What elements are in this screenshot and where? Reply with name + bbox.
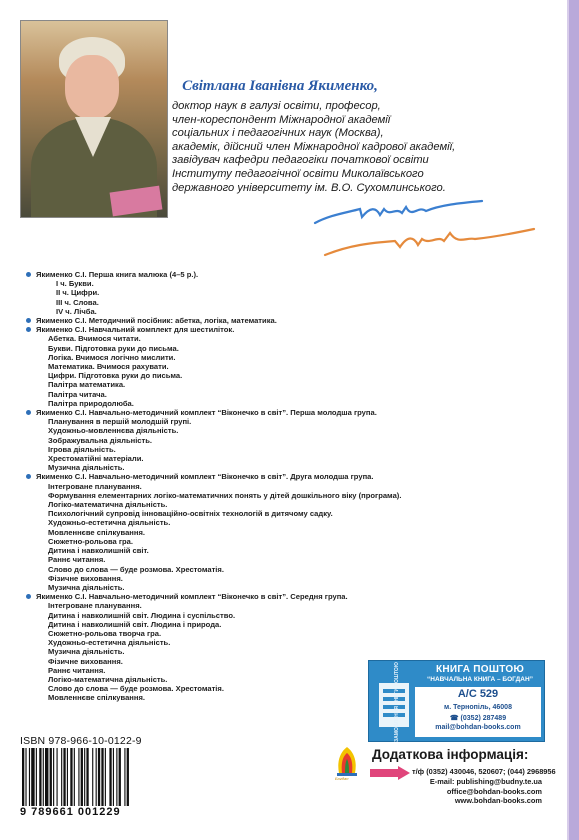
- author-name: Світлана Іванівна Якименко,: [182, 78, 378, 94]
- contact-phone: т/ф (0352) 430046, 520607; (044) 2968956: [412, 767, 556, 776]
- city: м. Тернопіль, 46008: [444, 704, 512, 711]
- bullet-icon: [26, 594, 31, 599]
- catalog-item: Мовленнєве спілкування.: [48, 527, 146, 537]
- bullet-icon: [26, 474, 31, 479]
- catalog-heading-text: Якименко С.І. Навчальний комплект для шестиліток.: [36, 325, 235, 335]
- catalog-group: [26, 408, 546, 472]
- barcode-bar: [101, 748, 103, 806]
- barcode-bar: [63, 748, 65, 806]
- barcode-bar: [116, 748, 117, 806]
- catalog-heading: [26, 325, 546, 334]
- bio-line: державного університету ім. В.О. Сухомлинського.: [172, 181, 446, 194]
- mail-order-vertical-label: ЗАМОВЛЕННЯ КНИГИ ПОШТОЮ: [393, 662, 400, 742]
- catalog-item: Математика. Вчимося рахувати.: [48, 362, 169, 372]
- catalog-item: Слово до слова — буде розмова. Хрестоматія.: [48, 684, 224, 694]
- catalog-item: Букви. Підготовка руки до письма.: [48, 343, 179, 353]
- barcode-bar: [61, 748, 62, 806]
- barcode-bar: [105, 748, 106, 806]
- catalog-item: Художньо-естетична діяльність.: [48, 638, 171, 648]
- catalog-heading-text: Якименко С.І. Перша книга малюка (4–5 р.).: [36, 270, 199, 279]
- catalog-item: Художньо-естетична діяльність.: [48, 518, 171, 528]
- catalog-item: Психологічний супровід інноваційно-освітніх технологій в дитячому садку.: [48, 509, 333, 519]
- catalog-item: Абетка. Вчимося читати.: [48, 334, 141, 344]
- catalog-item: Палітра читача.: [48, 389, 107, 399]
- barcode-bar: [43, 748, 44, 806]
- catalog-item: IV ч. Лічба.: [56, 306, 97, 316]
- barcode-bar: [57, 748, 58, 806]
- catalog-item: Інтегроване планування.: [48, 601, 142, 611]
- barcode-bar: [29, 748, 30, 806]
- catalog-item: ІІІ ч. Слова.: [56, 297, 99, 307]
- mail-order-address: [415, 687, 541, 737]
- catalog-item: Планування в першій молодшій групі.: [48, 417, 192, 427]
- bio-line: завідувач кафедри педагогіки початкової освіти: [172, 154, 429, 167]
- catalog-item: Хрестоматійні матеріали.: [48, 454, 144, 464]
- catalog-heading-text: Якименко С.І. Навчально-методичний комплект “Віконечко в світ”. Друга молодша група.: [36, 472, 374, 482]
- catalog-item: Палітра природолюба.: [48, 398, 134, 408]
- bullet-icon: [26, 327, 31, 332]
- catalog-item: Сюжетно-рольова творча гра.: [48, 628, 162, 638]
- barcode-bar: [36, 748, 37, 806]
- catalog-item: Слово до слова — буде розмова. Хрестоматія.: [48, 564, 224, 574]
- catalog-item: Ігрова діяльність.: [48, 444, 116, 454]
- catalog-group: [26, 472, 546, 592]
- barcode-bar: [78, 748, 79, 806]
- arrow-icon: [370, 766, 410, 780]
- author-signature: [310, 195, 540, 265]
- catalog-heading: [26, 408, 546, 417]
- catalog-item: Палітра математика.: [48, 380, 126, 390]
- bio-line: соціальних і педагогічних наук (Москва),: [172, 127, 384, 140]
- barcode-bar: [92, 748, 93, 806]
- phone: ☎ (0352) 287489: [449, 715, 507, 722]
- barcode-bar: [113, 748, 114, 806]
- side-band: [569, 0, 579, 840]
- barcode-bar: [22, 748, 24, 806]
- catalog-item: Формування елементарних логіко-математичних понять у дітей дошкільного віку (програма).: [48, 490, 402, 500]
- catalog-heading: [26, 316, 546, 325]
- catalog-item: Фізичне виховання.: [48, 573, 123, 583]
- catalog-item: Сюжетно-рольова гра.: [48, 536, 134, 546]
- catalog-item: Логіко-математична діяльність.: [48, 674, 168, 684]
- catalog-item: Раннє читання.: [48, 555, 106, 565]
- bullet-icon: [26, 410, 31, 415]
- barcode-bar: [50, 748, 52, 806]
- catalog-item: Логіка. Вчимося логічно мислити.: [48, 352, 176, 362]
- bio-line: Інституту педагогічної освіти Миколаївського: [172, 167, 424, 180]
- catalog-item: Інтегроване планування.: [48, 481, 142, 491]
- contact-email[interactable]: E-mail: publishing@budny.te.ua: [429, 776, 542, 786]
- contact-list: [412, 767, 556, 806]
- barcode-number: 9 789661 001229: [20, 806, 121, 818]
- author-bio: [172, 100, 532, 195]
- bio-line: доктор наук в галузі освіти, професор,: [172, 100, 381, 112]
- email-link[interactable]: mail@bohdan-books.com: [435, 724, 521, 731]
- book-catalog: [26, 270, 546, 703]
- catalog-item: Раннє читання.: [48, 665, 106, 675]
- catalog-item: Фізичне виховання.: [48, 656, 123, 666]
- catalog-heading-text: Якименко С.І. Методичний посібник: абетка, логіка, математика.: [36, 316, 277, 326]
- barcode-bar: [119, 748, 121, 806]
- catalog-heading: [26, 592, 546, 601]
- bullet-icon: [26, 318, 31, 323]
- mail-order-box: [368, 660, 545, 742]
- barcode-bar: [45, 748, 48, 806]
- publisher-name: Богдан: [335, 776, 349, 781]
- contact-website[interactable]: www.bohdan-books.com: [454, 796, 542, 806]
- catalog-item: І ч. Букви.: [56, 279, 94, 289]
- barcode-bar: [31, 748, 34, 806]
- catalog-item: Мовленнєве спілкування.: [48, 693, 146, 703]
- catalog-group: [26, 270, 546, 316]
- publisher-logo: [333, 745, 361, 777]
- isbn: ISBN 978-966-10-0122-9: [20, 735, 142, 747]
- catalog-item: Цифри. Підготовка руки до письма.: [48, 371, 183, 381]
- catalog-item: Музична діяльність.: [48, 463, 125, 473]
- barcode-bar: [74, 748, 75, 806]
- catalog-heading-text: Якименко С.І. Навчально-методичний комплект “Віконечко в світ”. Середня група.: [36, 592, 348, 602]
- contact-email-office[interactable]: office@bohdan-books.com: [446, 786, 542, 796]
- barcode-bar: [98, 748, 100, 806]
- barcode-bar: [81, 748, 83, 806]
- barcode-bar: [70, 748, 72, 806]
- catalog-group: [26, 325, 546, 408]
- catalog-item: Дитина і навколишній світ.: [48, 546, 149, 556]
- barcode-bar: [39, 748, 41, 806]
- barcode-bar: [25, 748, 26, 806]
- author-photo: [20, 20, 168, 218]
- catalog-group: [26, 316, 546, 325]
- catalog-heading-text: Якименко С.І. Навчально-методичний комплект “Віконечко в світ”. Перша молодша група.: [36, 408, 377, 418]
- barcode-bar: [127, 748, 129, 806]
- catalog-item: Дитина і навколишній світ. Людина і природа.: [48, 619, 222, 629]
- catalog-item: Логіко-математична діяльність.: [48, 500, 168, 510]
- bio-line: академік, дійсний член Міжнародної кадрової академії,: [172, 140, 456, 153]
- catalog-item: Зображувальна діяльність.: [48, 435, 153, 445]
- barcode-bar: [96, 748, 97, 806]
- barcode-bar: [84, 748, 85, 806]
- catalog-item: Дитина і навколишній світ. Людина і суспільство.: [48, 610, 236, 620]
- catalog-item: Художньо-мовленнєва діяльність.: [48, 426, 179, 436]
- catalog-item: Музична діяльність.: [48, 582, 125, 592]
- mail-order-title: КНИГА ПОШТОЮ: [435, 664, 525, 675]
- barcode-bar: [109, 748, 111, 806]
- contact-title: Додаткова інформація:: [372, 747, 529, 762]
- po-box: А/С 529: [457, 688, 499, 700]
- barcode-bar: [86, 748, 88, 806]
- catalog-item: ІІ ч. Цифри.: [56, 288, 100, 298]
- barcode-bar: [124, 748, 125, 806]
- mail-order-subtitle: “НАВЧАЛЬНА КНИГА – БОГДАН”: [427, 676, 533, 683]
- bio-line: член-кореспондент Міжнародної академії: [172, 113, 391, 126]
- bullet-icon: [26, 272, 31, 277]
- catalog-item: Музична діяльність.: [48, 647, 125, 657]
- barcode-bar: [67, 748, 68, 806]
- barcode-bar: [53, 748, 54, 806]
- barcode: [20, 748, 180, 808]
- catalog-heading: [26, 472, 546, 481]
- catalog-heading: [26, 270, 546, 279]
